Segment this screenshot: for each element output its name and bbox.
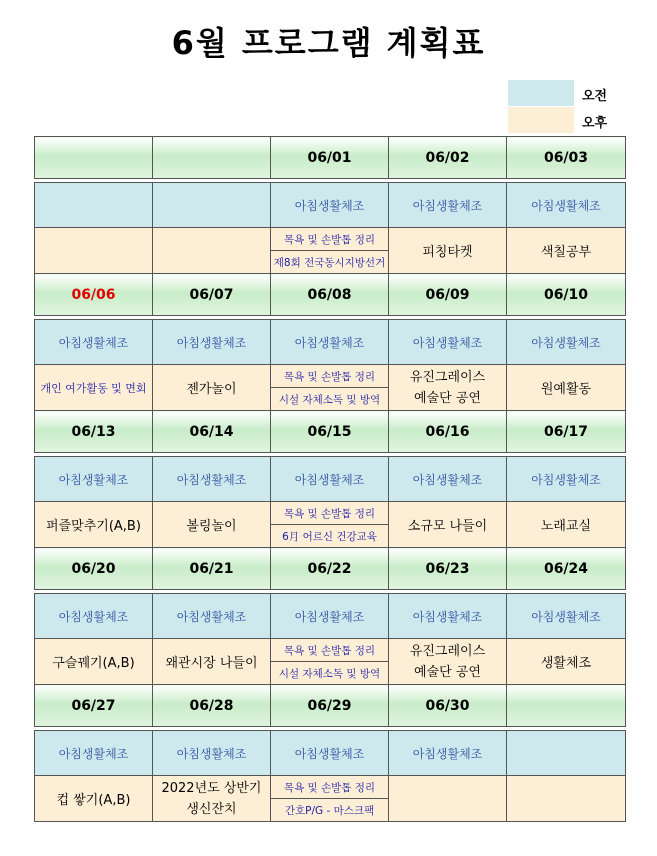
pm-row [35, 776, 626, 822]
pm-activity-cell [507, 365, 626, 411]
am-activity-cell: 아침생활체조 [153, 731, 271, 776]
am-activity-cell: 아침생활체조 [507, 594, 626, 639]
am-activity-cell: 아침생활체조 [35, 731, 153, 776]
date-cell: 06/07 [153, 274, 271, 316]
pm-activity-bottom: 시설 자체소독 및 방역 [278, 393, 381, 406]
am-activity-cell: 아침생활체조 [507, 457, 626, 502]
date-row [35, 411, 626, 453]
am-activity-cell [507, 731, 626, 776]
pm-activity-text: 피칭타켓 [422, 245, 473, 260]
am-row [35, 594, 626, 639]
date-cell: 06/09 [389, 274, 507, 316]
am-activity-cell: 아침생활체조 [153, 457, 271, 502]
am-activity-cell: 아침생활체조 [153, 320, 271, 365]
date-cell: 06/08 [271, 274, 389, 316]
am-activity-cell: 아침생활체조 [153, 594, 271, 639]
pm-activity-bottom: 제8회 전국동시지방선거 [273, 256, 386, 269]
am-row [35, 183, 626, 228]
pm-activity-cell [35, 365, 153, 411]
pm-activity-cell [153, 365, 271, 411]
legend-pm-label: 오후 [582, 116, 608, 131]
am-activity-cell: 아침생활체조 [35, 594, 153, 639]
am-activity-cell: 아침생활체조 [35, 457, 153, 502]
pm-split-cell [271, 776, 388, 821]
legend-am-swatch [508, 80, 574, 106]
pm-activity-text: 젠가놀이 [186, 382, 237, 397]
date-cell [153, 137, 271, 179]
date-cell: 06/14 [153, 411, 271, 453]
pm-split-cell [271, 502, 388, 547]
pm-activity-text: 왜관시장 나들이 [165, 656, 258, 671]
date-cell: 06/10 [507, 274, 626, 316]
am-activity-cell: 아침생활체조 [271, 183, 389, 228]
date-cell: 06/03 [507, 137, 626, 179]
pm-activity-top: 목욕 및 손발톱 정리 [271, 639, 388, 662]
date-cell: 06/23 [389, 548, 507, 590]
pm-activity-cell [35, 776, 153, 822]
pm-activity-cell [35, 639, 153, 685]
pm-activity-cell [153, 639, 271, 685]
am-activity-cell: 아침생활체조 [389, 183, 507, 228]
pm-activity-top: 목욕 및 손발톱 정리 [271, 502, 388, 525]
date-cell: 06/01 [271, 137, 389, 179]
legend-pm-swatch [508, 107, 574, 133]
pm-split-cell [271, 228, 388, 273]
date-cell: 06/02 [389, 137, 507, 179]
am-activity-cell: 아침생활체조 [35, 320, 153, 365]
am-activity-cell [153, 183, 271, 228]
pm-activity-cell [389, 776, 507, 822]
pm-activity-cell [271, 365, 389, 411]
pm-activity-text: 개인 여가활동 및 면회 [40, 381, 147, 395]
pm-activity-text: 유진그레이스 예술단 공연 [409, 369, 486, 406]
date-cell: 06/06 [35, 274, 153, 316]
am-activity-cell: 아침생활체조 [507, 320, 626, 365]
date-cell: 06/15 [271, 411, 389, 453]
pm-row [35, 502, 626, 548]
pm-activity-text: 생활체조 [540, 656, 592, 671]
pm-activity-text: 컵 쌓기(A,B) [56, 793, 131, 808]
date-cell: 06/20 [35, 548, 153, 590]
date-row [35, 548, 626, 590]
pm-activity-text: 2022년도 상반기 생신잔치 [161, 780, 262, 817]
date-cell: 06/30 [389, 685, 507, 727]
pm-activity-text: 원예활동 [540, 382, 592, 397]
pm-activity-cell [389, 639, 507, 685]
pm-activity-top: 목욕 및 손발톱 정리 [271, 365, 388, 388]
pm-activity-cell [389, 365, 507, 411]
am-activity-cell: 아침생활체조 [271, 594, 389, 639]
date-row [35, 137, 626, 179]
am-activity-cell: 아침생활체조 [507, 183, 626, 228]
date-cell: 06/17 [507, 411, 626, 453]
date-row [35, 685, 626, 727]
date-cell: 06/13 [35, 411, 153, 453]
am-activity-cell: 아침생활체조 [271, 320, 389, 365]
pm-activity-cell [271, 639, 389, 685]
pm-activity-cell [153, 776, 271, 822]
pm-activity-cell [271, 228, 389, 274]
pm-split-cell [271, 639, 388, 684]
date-cell: 06/16 [389, 411, 507, 453]
pm-row [35, 639, 626, 685]
date-cell: 06/22 [271, 548, 389, 590]
am-activity-cell: 아침생활체조 [389, 594, 507, 639]
date-cell: 06/27 [35, 685, 153, 727]
date-cell [35, 137, 153, 179]
am-row [35, 731, 626, 776]
pm-activity-text: 노래교실 [540, 519, 592, 534]
pm-activity-cell [389, 502, 507, 548]
pm-split-cell [271, 365, 388, 410]
am-activity-cell [35, 183, 153, 228]
pm-activity-cell [507, 502, 626, 548]
schedule-body [35, 137, 626, 822]
legend-am-label: 오전 [582, 89, 608, 104]
pm-activity-text: 구슬꿰기(A,B) [52, 656, 135, 671]
pm-activity-text: 퍼즐맞추기(A,B) [46, 519, 141, 534]
pm-activity-cell [507, 228, 626, 274]
pm-row [35, 365, 626, 411]
pm-activity-top: 목욕 및 손발톱 정리 [271, 228, 388, 251]
am-row [35, 457, 626, 502]
date-cell: 06/29 [271, 685, 389, 727]
pm-activity-bottom: 간호P/G - 마스크팩 [284, 804, 375, 817]
date-row [35, 274, 626, 316]
pm-activity-cell [271, 776, 389, 822]
am-activity-cell: 아침생활체조 [389, 731, 507, 776]
am-activity-cell: 아침생활체조 [389, 320, 507, 365]
pm-activity-cell [153, 502, 271, 548]
am-activity-cell: 아침생활체조 [389, 457, 507, 502]
pm-activity-text: 볼링놀이 [186, 519, 237, 534]
pm-activity-text: 소규모 나들이 [407, 519, 488, 534]
am-row [35, 320, 626, 365]
pm-activity-text: 유진그레이스 예술단 공연 [409, 643, 486, 680]
schedule-table [34, 136, 626, 822]
pm-row [35, 228, 626, 274]
date-cell [507, 685, 626, 727]
pm-activity-bottom: 6月 어르신 건강교육 [282, 530, 377, 543]
pm-activity-cell [35, 502, 153, 548]
pm-activity-top: 목욕 및 손발톱 정리 [271, 776, 388, 799]
pm-activity-cell [389, 228, 507, 274]
pm-activity-cell [507, 776, 626, 822]
page-title: 6월 프로그램 계획표 [171, 24, 486, 62]
date-cell: 06/21 [153, 548, 271, 590]
am-activity-cell: 아침생활체조 [271, 457, 389, 502]
pm-activity-cell [35, 228, 153, 274]
am-activity-cell: 아침생활체조 [271, 731, 389, 776]
pm-activity-text: 색칠공부 [540, 245, 592, 260]
pm-activity-bottom: 시설 자체소독 및 방역 [278, 667, 381, 680]
pm-activity-cell [507, 639, 626, 685]
date-cell: 06/28 [153, 685, 271, 727]
date-cell: 06/24 [507, 548, 626, 590]
pm-activity-cell [153, 228, 271, 274]
pm-activity-cell [271, 502, 389, 548]
